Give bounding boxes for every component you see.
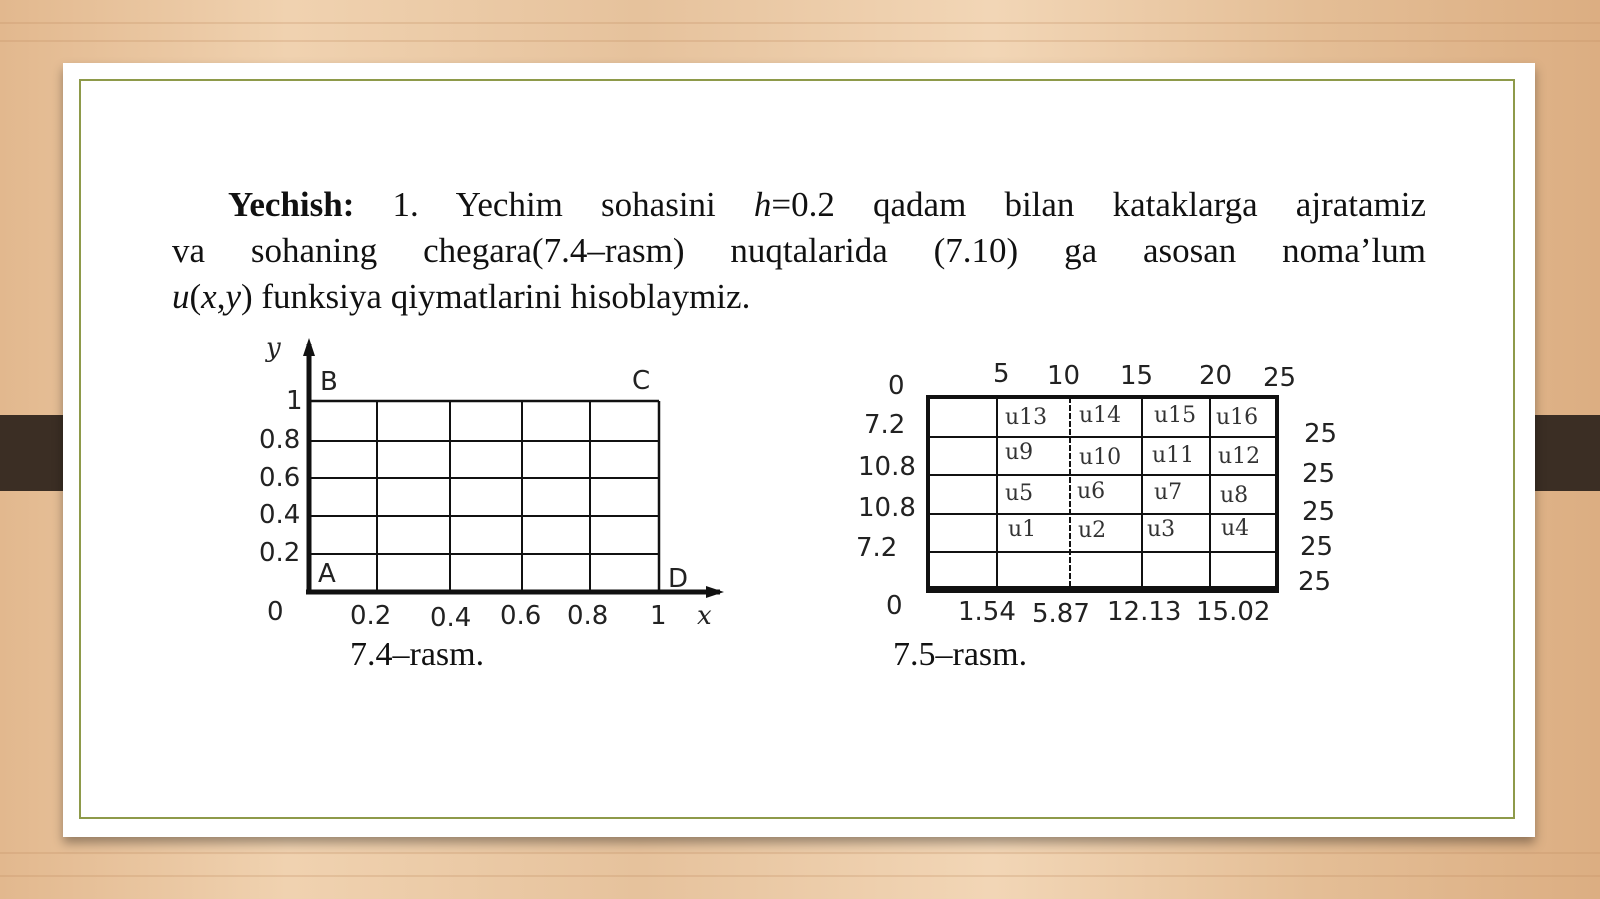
right-value-label: 25 (1302, 497, 1336, 527)
grid-cell-label: u16 (1216, 405, 1259, 430)
origin-label: 0 (267, 597, 284, 627)
top-value-label: 20 (1199, 361, 1233, 391)
grid-cell-label: u13 (1005, 405, 1048, 430)
corner-label-d: D (668, 564, 689, 594)
grid-cell-label: u8 (1220, 483, 1249, 508)
bottom-value-label: 15.02 (1196, 597, 1271, 627)
grid-cell-label: u5 (1005, 481, 1034, 506)
grid-cell-label: u1 (1008, 517, 1037, 542)
corner-label-c: C (632, 366, 651, 396)
x-axis-label: x (697, 601, 712, 631)
left-value-label: 10.8 (858, 493, 916, 523)
top-value-label: 25 (1263, 363, 1297, 393)
left-value-label: 10.8 (858, 452, 916, 482)
x-tick-label: 0.2 (350, 601, 392, 631)
left-value-label: 7.2 (864, 410, 906, 440)
grid-cell-label: u15 (1154, 403, 1197, 428)
left-value-label: 7.2 (856, 533, 898, 563)
y-tick-label: 1 (286, 386, 303, 416)
grid-cell-label: u3 (1147, 517, 1176, 542)
top-value-label: 15 (1120, 361, 1154, 391)
paragraph-line-1: Yechish: 1. Yechim sohasini h=0.2 qadam bilan kataklarga ajratamiz (228, 185, 1426, 224)
grid-cell-label: u2 (1078, 518, 1107, 543)
paragraph-line-3: u(x,y) funksiya qiymatlarini hisoblaymiz. (172, 277, 751, 316)
corner-label-a: A (318, 559, 336, 589)
figure-7-5-caption: 7.5–rasm. (893, 636, 1028, 673)
grid-cell-label: u7 (1154, 480, 1183, 505)
solution-heading: Yechish: (228, 185, 355, 224)
right-value-label: 25 (1300, 532, 1334, 562)
right-value-label: 25 (1304, 419, 1338, 449)
bottom-zero-label: 0 (886, 591, 903, 621)
y-tick-label: 0.6 (259, 463, 301, 493)
top-value-label: 0 (888, 371, 905, 401)
grid-cell-label: u12 (1218, 444, 1261, 469)
bottom-value-label: 12.13 (1107, 597, 1182, 627)
figure-7-4-caption: 7.4–rasm. (350, 636, 485, 673)
grid-cell-label: u6 (1077, 479, 1106, 504)
paragraph-line-2: va sohaning chegara(7.4–rasm) nuqtalarida (7.10) ga asosan noma’lum (172, 231, 1426, 270)
y-tick-label: 0.2 (259, 538, 301, 568)
right-value-label: 25 (1298, 567, 1332, 597)
grid-cell-label: u4 (1221, 516, 1250, 541)
grid-cell-label: u10 (1079, 445, 1122, 470)
top-value-label: 5 (993, 359, 1010, 389)
y-tick-label: 0.8 (259, 425, 301, 455)
top-value-label: 10 (1047, 361, 1081, 391)
grid-cell-label: u11 (1152, 443, 1195, 468)
bottom-value-label: 1.54 (958, 597, 1016, 627)
grid-cell-label: u9 (1005, 440, 1034, 465)
y-axis-label: y (266, 333, 281, 363)
bottom-value-label: 5.87 (1032, 599, 1090, 629)
grid-cell-label: u14 (1079, 403, 1122, 428)
x-tick-label: 0.4 (430, 603, 472, 633)
x-tick-label: 0.8 (567, 601, 609, 631)
corner-label-b: B (320, 367, 338, 397)
x-tick-label: 0.6 (500, 601, 542, 631)
y-tick-label: 0.4 (259, 500, 301, 530)
x-tick-label: 1 (650, 601, 667, 631)
right-value-label: 25 (1302, 459, 1336, 489)
